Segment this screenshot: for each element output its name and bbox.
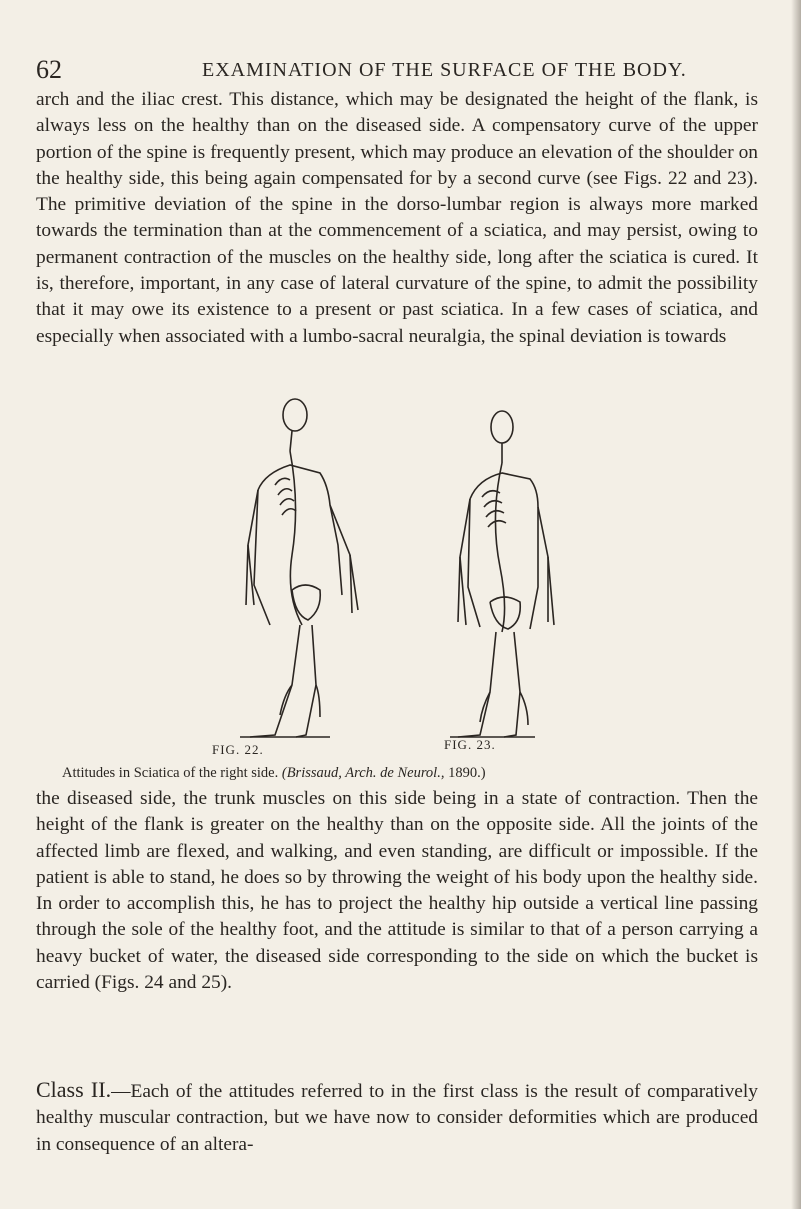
fig-23-illustration [430,407,570,742]
figures-22-23 [200,395,620,757]
caption-year: 1890.) [448,765,486,781]
page-number: 62 [36,55,62,84]
paragraph-1: arch and the iliac crest. This distance, which may be designated the height of the flank, is always less on the healthy than on the diseased side. A compensatory curve of the upper portion of the spine is frequently present, which may produce an elevation of the shoulder on the healthy side, this being again compensated for by a second curve (see Figs. 22 and 23). The primitive deviation of the spine in the dorso-lumbar region is always more marked towards the termination than at the commencement of a sciatica, and may persist, owing to permanent contraction of the muscles on the healthy side, long after the sciatica is cured. It is, therefore, important, in any case of lateral curvature of the spine, to admit the possibility that it may owe its existence to a present or past sciatica. In a few cases of sciatica, and especially when associated with a lumbo-sacral neuralgia, the spinal deviation is towards [36,89,758,347]
page-header [36,55,687,85]
figure-caption [62,765,762,782]
paragraph-3-text: —Each of the attitudes referred to in the first class is the result of comparatively healthy muscular contraction, but we have now to consider deformities which are produced in consequence of an altera- [36,1081,758,1155]
paragraph-3 [36,1077,758,1158]
caption-source: (Brissaud, Arch. de Neurol., [281,765,445,781]
class-ii-heading: Class II. [36,1077,112,1102]
caption-main: Attitudes in Sciatica of the right side. [62,765,279,781]
fig-23-label: FIG. 23. [444,737,496,752]
page-edge-shadow [791,0,801,1209]
fig-22-illustration [220,395,370,740]
paragraph-2: the diseased side, the trunk muscles on this side being in a state of contraction. Then the height of the flank is greater on the healthy than on the opposite side. All the joints of the affected limb are flexed, and walking, and even standing, are difficult or impossible. If the patient is able to stand, he does so by throwing the weight of his body upon the healthy side. In order to accomplish this, he has to project the healthy hip outside a vertical line passing through the sole of the healthy foot, and the attitude is similar to that of a person carrying a heavy bucket of water, the diseased side corresponding to the side on which the bucket is carried (Figs. 24 and 25). [36,788,758,994]
running-title: EXAMINATION OF THE SURFACE OF THE BODY. [202,59,687,81]
fig-22-label: FIG. 22. [212,742,264,757]
